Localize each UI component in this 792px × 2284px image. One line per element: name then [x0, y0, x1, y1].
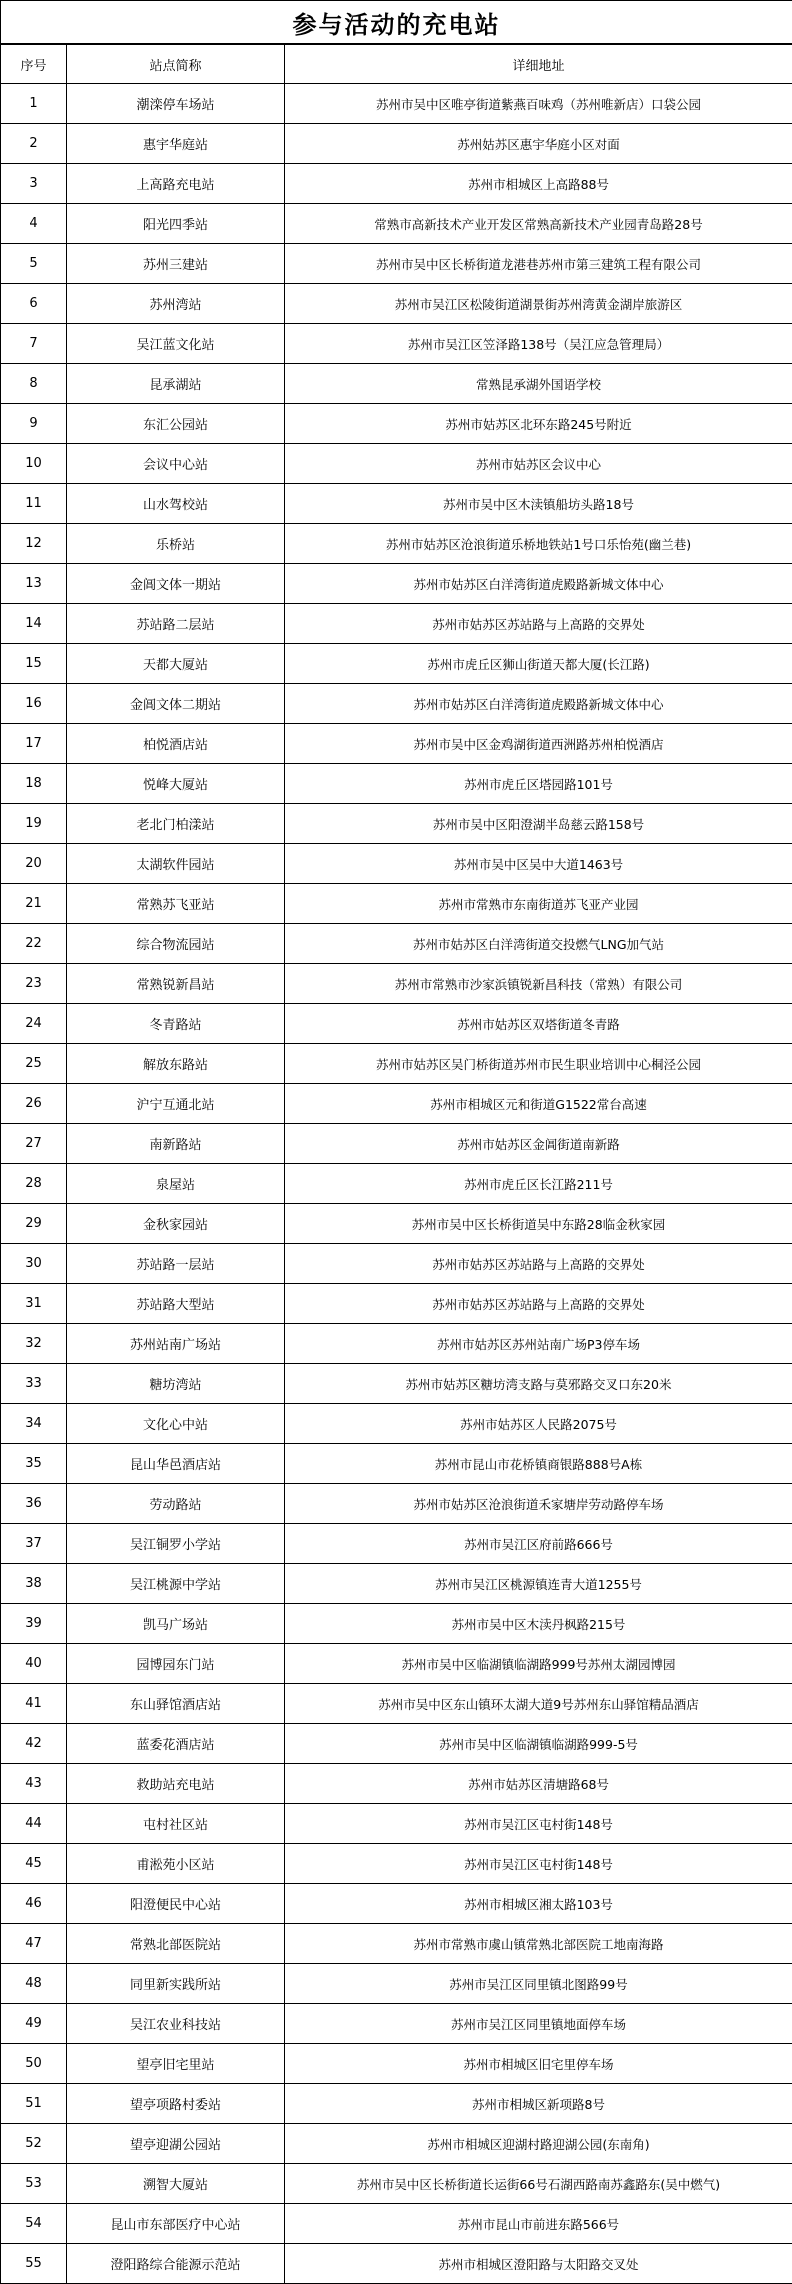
row-index: 31 [1, 1284, 67, 1324]
table-row [1, 1644, 792, 1684]
station-address: 苏州市吴江区松陵街道湖景街苏州湾黄金湖岸旅游区 [285, 284, 792, 324]
station-address: 苏州市吴中区吴中大道1463号 [285, 844, 792, 884]
station-name: 会议中心站 [67, 444, 285, 484]
row-index: 27 [1, 1124, 67, 1164]
row-index: 42 [1, 1724, 67, 1764]
station-address: 苏州市常熟市东南街道苏飞亚产业园 [285, 884, 792, 924]
row-index: 45 [1, 1844, 67, 1884]
station-name: 上高路充电站 [67, 164, 285, 204]
table-row [1, 604, 792, 644]
table-row [1, 1404, 792, 1444]
table-body [1, 84, 792, 2284]
station-name: 劳动路站 [67, 1484, 285, 1524]
table-row [1, 1724, 792, 1764]
row-index: 34 [1, 1404, 67, 1444]
table-row [1, 1044, 792, 1084]
station-address: 苏州市姑苏区清塘路68号 [285, 1764, 792, 1804]
station-name: 溯智大厦站 [67, 2164, 285, 2204]
station-name: 金阊文体一期站 [67, 564, 285, 604]
column-header-address: 详细地址 [285, 44, 792, 84]
station-address: 苏州市吴中区阳澄湖半岛慈云路158号 [285, 804, 792, 844]
station-address: 苏州市吴中区长桥街道吴中东路28临金秋家园 [285, 1204, 792, 1244]
table-row [1, 1524, 792, 1564]
row-index: 14 [1, 604, 67, 644]
table-row [1, 444, 792, 484]
row-index: 55 [1, 2244, 67, 2284]
station-name: 蓝委花酒店站 [67, 1724, 285, 1764]
station-name: 冬青路站 [67, 1004, 285, 1044]
table-row [1, 1164, 792, 1204]
table-row [1, 1884, 792, 1924]
station-name: 东山驿馆酒店站 [67, 1684, 285, 1724]
row-index: 44 [1, 1804, 67, 1844]
station-address: 苏州市姑苏区沧浪街道乐桥地铁站1号口乐怡苑(幽兰巷) [285, 524, 792, 564]
station-address: 苏州市姑苏区苏站路与上高路的交界处 [285, 1284, 792, 1324]
table-row [1, 1844, 792, 1884]
table-row [1, 2124, 792, 2164]
station-name: 望亭旧宅里站 [67, 2044, 285, 2084]
station-name: 吴江蓝文化站 [67, 324, 285, 364]
station-name: 救助站充电站 [67, 1764, 285, 1804]
table-row [1, 2004, 792, 2044]
station-name: 阳澄便民中心站 [67, 1884, 285, 1924]
station-name: 常熟锐新昌站 [67, 964, 285, 1004]
row-index: 29 [1, 1204, 67, 1244]
station-address: 苏州姑苏区惠宇华庭小区对面 [285, 124, 792, 164]
station-name: 澄阳路综合能源示范站 [67, 2244, 285, 2284]
table-row [1, 2164, 792, 2204]
row-index: 7 [1, 324, 67, 364]
table-row [1, 1564, 792, 1604]
title-row [1, 1, 792, 45]
row-index: 41 [1, 1684, 67, 1724]
row-index: 46 [1, 1884, 67, 1924]
station-address: 苏州市吴中区临湖镇临湖路999-5号 [285, 1724, 792, 1764]
table-row [1, 2204, 792, 2244]
station-address: 苏州市相城区旧宅里停车场 [285, 2044, 792, 2084]
station-name: 阳光四季站 [67, 204, 285, 244]
row-index: 32 [1, 1324, 67, 1364]
row-index: 36 [1, 1484, 67, 1524]
station-address: 苏州市相城区新项路8号 [285, 2084, 792, 2124]
station-address: 苏州市姑苏区沧浪街道禾家塘岸劳动路停车场 [285, 1484, 792, 1524]
row-index: 54 [1, 2204, 67, 2244]
station-name: 苏站路一层站 [67, 1244, 285, 1284]
station-address: 苏州市吴中区金鸡湖街道西洲路苏州柏悦酒店 [285, 724, 792, 764]
table-row [1, 124, 792, 164]
table-row [1, 724, 792, 764]
station-name: 沪宁互通北站 [67, 1084, 285, 1124]
station-name: 泉屋站 [67, 1164, 285, 1204]
table-row [1, 1684, 792, 1724]
station-address: 苏州市姑苏区会议中心 [285, 444, 792, 484]
station-name: 常熟北部医院站 [67, 1924, 285, 1964]
station-name: 惠宇华庭站 [67, 124, 285, 164]
station-name: 综合物流园站 [67, 924, 285, 964]
station-name: 金阊文体二期站 [67, 684, 285, 724]
table-row [1, 684, 792, 724]
row-index: 24 [1, 1004, 67, 1044]
table-row [1, 1324, 792, 1364]
station-address: 苏州市吴江区屯村街148号 [285, 1804, 792, 1844]
row-index: 2 [1, 124, 67, 164]
station-name: 潮滦停车场站 [67, 84, 285, 124]
row-index: 50 [1, 2044, 67, 2084]
station-name: 乐桥站 [67, 524, 285, 564]
row-index: 53 [1, 2164, 67, 2204]
station-name: 山水驾校站 [67, 484, 285, 524]
table-row [1, 1284, 792, 1324]
station-name: 望亭迎湖公园站 [67, 2124, 285, 2164]
station-address: 苏州市吴江区屯村街148号 [285, 1844, 792, 1884]
station-name: 园博园东门站 [67, 1644, 285, 1684]
station-address: 常熟市高新技术产业开发区常熟高新技术产业园青岛路28号 [285, 204, 792, 244]
station-name: 糖坊湾站 [67, 1364, 285, 1404]
station-name: 苏州湾站 [67, 284, 285, 324]
station-address: 苏州市吴中区唯亭街道紫燕百味鸡（苏州唯新店）口袋公园 [285, 84, 792, 124]
station-name: 常熟苏飞亚站 [67, 884, 285, 924]
table-row [1, 1964, 792, 2004]
station-address: 苏州市姑苏区双塔街道冬青路 [285, 1004, 792, 1044]
station-address: 苏州市吴江区同里镇地面停车场 [285, 2004, 792, 2044]
table-row [1, 1444, 792, 1484]
station-address: 苏州市相城区元和街道G1522常台高速 [285, 1084, 792, 1124]
table-row [1, 844, 792, 884]
station-name: 苏站路大型站 [67, 1284, 285, 1324]
table-row [1, 1204, 792, 1244]
row-index: 51 [1, 2084, 67, 2124]
row-index: 43 [1, 1764, 67, 1804]
table-row [1, 644, 792, 684]
station-name: 天都大厦站 [67, 644, 285, 684]
station-name: 太湖软件园站 [67, 844, 285, 884]
row-index: 40 [1, 1644, 67, 1684]
station-address: 苏州市吴中区长桥街道长运街66号石湖西路南苏鑫路东(吴中燃气) [285, 2164, 792, 2204]
row-index: 33 [1, 1364, 67, 1404]
row-index: 17 [1, 724, 67, 764]
station-address: 苏州市姑苏区吴门桥街道苏州市民生职业培训中心桐泾公园 [285, 1044, 792, 1084]
row-index: 23 [1, 964, 67, 1004]
row-index: 47 [1, 1924, 67, 1964]
station-name: 解放东路站 [67, 1044, 285, 1084]
station-name: 苏站路二层站 [67, 604, 285, 644]
row-index: 30 [1, 1244, 67, 1284]
station-address: 苏州市吴江区笠泽路138号（吴江应急管理局） [285, 324, 792, 364]
row-index: 6 [1, 284, 67, 324]
row-index: 13 [1, 564, 67, 604]
station-address: 苏州市姑苏区苏站路与上高路的交界处 [285, 1244, 792, 1284]
station-address: 苏州市姑苏区白洋湾街道交投燃气LNG加气站 [285, 924, 792, 964]
station-address: 苏州市常熟市虞山镇常熟北部医院工地南海路 [285, 1924, 792, 1964]
station-name: 屯村社区站 [67, 1804, 285, 1844]
table-row [1, 1084, 792, 1124]
row-index: 8 [1, 364, 67, 404]
table-row [1, 764, 792, 804]
station-address: 常熟昆承湖外国语学校 [285, 364, 792, 404]
station-name: 吴江农业科技站 [67, 2004, 285, 2044]
table-row [1, 2044, 792, 2084]
station-name: 东汇公园站 [67, 404, 285, 444]
station-address: 苏州市吴中区长桥街道龙港巷苏州市第三建筑工程有限公司 [285, 244, 792, 284]
row-index: 49 [1, 2004, 67, 2044]
station-name: 柏悦酒店站 [67, 724, 285, 764]
station-name: 吴江铜罗小学站 [67, 1524, 285, 1564]
station-address: 苏州市昆山市花桥镇商银路888号A栋 [285, 1444, 792, 1484]
row-index: 18 [1, 764, 67, 804]
station-address: 苏州市吴江区府前路666号 [285, 1524, 792, 1564]
station-address: 苏州市姑苏区白洋湾街道虎殿路新城文体中心 [285, 564, 792, 604]
station-name: 吴江桃源中学站 [67, 1564, 285, 1604]
row-index: 20 [1, 844, 67, 884]
station-name: 同里新实践所站 [67, 1964, 285, 2004]
row-index: 25 [1, 1044, 67, 1084]
station-name: 甫淞苑小区站 [67, 1844, 285, 1884]
row-index: 21 [1, 884, 67, 924]
station-address: 苏州市姑苏区糖坊湾支路与莫邪路交叉口东20米 [285, 1364, 792, 1404]
station-address: 苏州市姑苏区金阊街道南新路 [285, 1124, 792, 1164]
station-address: 苏州市虎丘区塔园路101号 [285, 764, 792, 804]
row-index: 11 [1, 484, 67, 524]
station-address: 苏州市吴中区东山镇环太湖大道9号苏州东山驿馆精品酒店 [285, 1684, 792, 1724]
station-address: 苏州市虎丘区长江路211号 [285, 1164, 792, 1204]
station-name: 苏州三建站 [67, 244, 285, 284]
table-row [1, 164, 792, 204]
row-index: 37 [1, 1524, 67, 1564]
table-row [1, 964, 792, 1004]
station-name: 苏州站南广场站 [67, 1324, 285, 1364]
row-index: 35 [1, 1444, 67, 1484]
station-name: 金秋家园站 [67, 1204, 285, 1244]
table-row [1, 924, 792, 964]
station-name: 望亭项路村委站 [67, 2084, 285, 2124]
table-row [1, 2084, 792, 2124]
station-address: 苏州市吴中区临湖镇临湖路999号苏州太湖园博园 [285, 1644, 792, 1684]
table-row [1, 404, 792, 444]
row-index: 1 [1, 84, 67, 124]
station-name: 南新路站 [67, 1124, 285, 1164]
station-address: 苏州市姑苏区苏州站南广场P3停车场 [285, 1324, 792, 1364]
station-address: 苏州市姑苏区白洋湾街道虎殿路新城文体中心 [285, 684, 792, 724]
header-row [1, 44, 792, 84]
station-name: 悦峰大厦站 [67, 764, 285, 804]
row-index: 28 [1, 1164, 67, 1204]
table-row [1, 84, 792, 124]
row-index: 3 [1, 164, 67, 204]
station-address: 苏州市常熟市沙家浜镇锐新昌科技（常熟）有限公司 [285, 964, 792, 1004]
table-row [1, 1604, 792, 1644]
table-row [1, 804, 792, 844]
table-row [1, 564, 792, 604]
station-address: 苏州市吴江区桃源镇连青大道1255号 [285, 1564, 792, 1604]
row-index: 22 [1, 924, 67, 964]
station-address: 苏州市姑苏区人民路2075号 [285, 1404, 792, 1444]
column-header-index: 序号 [1, 44, 67, 84]
table-row [1, 484, 792, 524]
row-index: 4 [1, 204, 67, 244]
station-address: 苏州市吴中区木渎镇船坊头路18号 [285, 484, 792, 524]
station-name: 昆山市东部医疗中心站 [67, 2204, 285, 2244]
station-address: 苏州市相城区湘太路103号 [285, 1884, 792, 1924]
column-header-station: 站点简称 [67, 44, 285, 84]
row-index: 19 [1, 804, 67, 844]
table-row [1, 1124, 792, 1164]
table-row [1, 524, 792, 564]
station-address: 苏州市姑苏区苏站路与上高路的交界处 [285, 604, 792, 644]
station-name: 文化心中站 [67, 1404, 285, 1444]
table-row [1, 1924, 792, 1964]
table-row [1, 204, 792, 244]
table-row [1, 364, 792, 404]
table-row [1, 2244, 792, 2284]
table-row [1, 1244, 792, 1284]
station-address: 苏州市姑苏区北环东路245号附近 [285, 404, 792, 444]
row-index: 16 [1, 684, 67, 724]
table-row [1, 1484, 792, 1524]
station-address: 苏州市相城区澄阳路与太阳路交叉处 [285, 2244, 792, 2284]
row-index: 10 [1, 444, 67, 484]
page-title: 参与活动的充电站 [1, 1, 792, 45]
station-address: 苏州市相城区迎湖村路迎湖公园(东南角) [285, 2124, 792, 2164]
row-index: 52 [1, 2124, 67, 2164]
table-row [1, 324, 792, 364]
row-index: 12 [1, 524, 67, 564]
station-address: 苏州市虎丘区狮山街道天都大厦(长江路) [285, 644, 792, 684]
table-row [1, 284, 792, 324]
station-address: 苏州市吴江区同里镇北图路99号 [285, 1964, 792, 2004]
row-index: 9 [1, 404, 67, 444]
station-address: 苏州市相城区上高路88号 [285, 164, 792, 204]
station-name: 昆承湖站 [67, 364, 285, 404]
station-name: 凯马广场站 [67, 1604, 285, 1644]
table-row [1, 1364, 792, 1404]
station-address: 苏州市昆山市前进东路566号 [285, 2204, 792, 2244]
row-index: 38 [1, 1564, 67, 1604]
row-index: 48 [1, 1964, 67, 2004]
table-row [1, 244, 792, 284]
row-index: 15 [1, 644, 67, 684]
table-row [1, 884, 792, 924]
table-row [1, 1004, 792, 1044]
station-address: 苏州市吴中区木渎丹枫路215号 [285, 1604, 792, 1644]
row-index: 26 [1, 1084, 67, 1124]
station-name: 老北门柏漾站 [67, 804, 285, 844]
table-row [1, 1804, 792, 1844]
row-index: 39 [1, 1604, 67, 1644]
station-name: 昆山华邑酒店站 [67, 1444, 285, 1484]
table-row [1, 1764, 792, 1804]
row-index: 5 [1, 244, 67, 284]
